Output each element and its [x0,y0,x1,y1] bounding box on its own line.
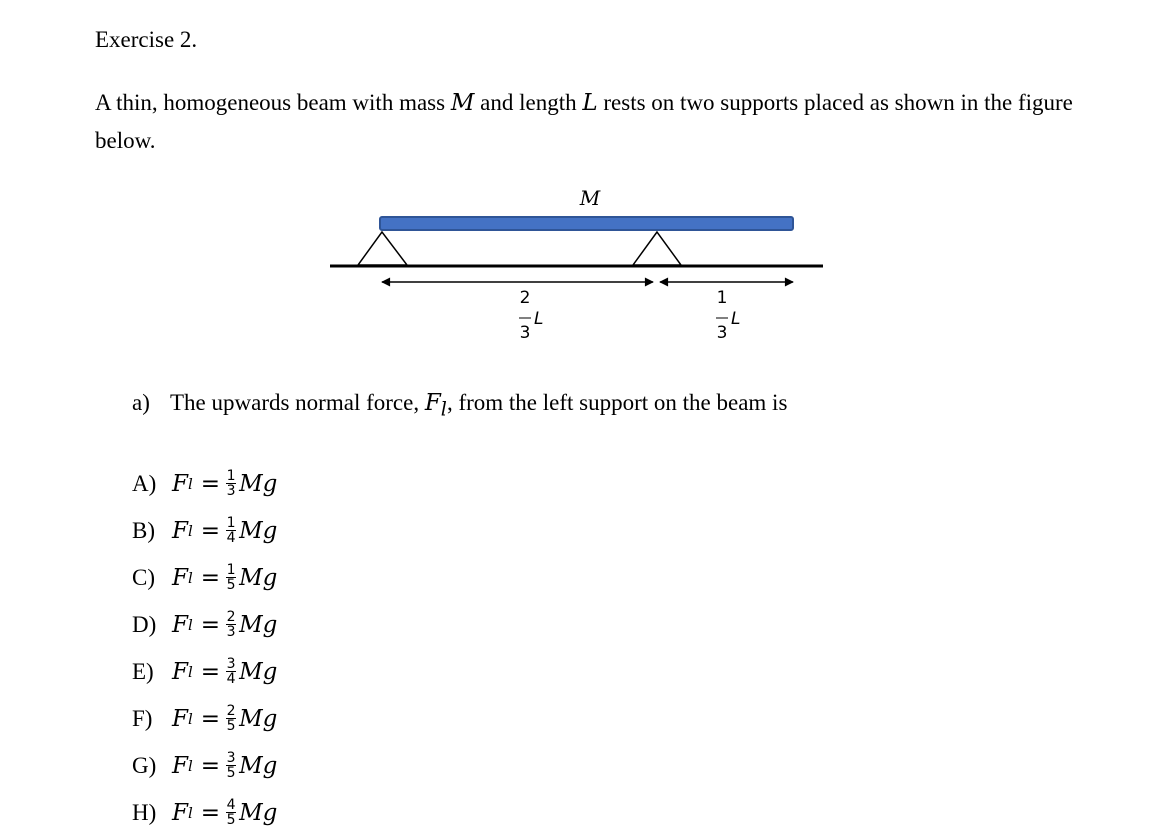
right-span-variable: L [731,309,741,329]
numerator: 3 [226,656,236,672]
numerator: 1 [226,515,236,531]
choice-letter: E) [132,658,154,684]
fraction [226,704,236,733]
denominator: 4 [226,530,236,546]
mass-gravity-term: Mg [239,611,278,638]
denominator: 5 [226,765,236,781]
left-span-variable: L [534,309,544,329]
mass-symbol: M [450,90,475,116]
answer-choice[interactable] [132,507,277,554]
left-span-numerator: 2 [519,288,531,308]
force-subscript: l [440,397,447,421]
force-symbol: F [172,564,188,591]
fraction [226,657,236,686]
fraction [226,469,236,498]
numerator: 2 [226,609,236,625]
fraction [226,751,236,780]
choice-letter: H) [132,799,157,825]
choice-letter: D) [132,611,157,637]
right-span-label [716,288,740,343]
beam-diagram [320,180,840,350]
denominator: 3 [226,483,236,499]
numerator: 4 [226,797,236,813]
force-subscript: l [187,568,193,587]
numerator: 1 [226,562,236,578]
force-subscript: l [187,521,193,540]
left-span-label [519,288,543,343]
intro-text-3: rests on two supports placed as shown in the figure below. [95,90,1073,153]
choice-letter: G) [132,752,157,778]
equals-sign: = [200,611,221,638]
fraction [226,563,236,592]
force-subscript: l [187,803,193,822]
length-symbol: L [582,90,598,116]
answer-choice[interactable] [132,554,277,601]
equals-sign: = [200,799,221,826]
mass-gravity-term: Mg [239,705,278,732]
force-symbol: F [172,517,188,544]
choice-letter: F) [132,705,153,731]
force-symbol: F [172,658,188,685]
mass-gravity-term: Mg [239,470,278,497]
mass-gravity-term: Mg [239,752,278,779]
choice-letter: C) [132,564,155,590]
answer-choice[interactable] [132,460,277,507]
equals-sign: = [200,752,221,779]
force-symbol: F [172,470,188,497]
question-a [132,390,787,421]
force-symbol: F [172,799,188,826]
problem-statement [95,84,1105,159]
mass-gravity-term: Mg [239,799,278,826]
right-span-denominator: 3 [716,323,728,343]
force-subscript: l [187,756,193,775]
right-span-numerator: 1 [716,288,728,308]
equals-sign: = [200,658,221,685]
answer-choice[interactable] [132,789,277,836]
denominator: 4 [226,671,236,687]
exercise-title: Exercise 2. [95,27,198,52]
force-subscript: l [187,709,193,728]
mass-gravity-term: Mg [239,658,278,685]
choice-letter: A) [132,470,157,496]
question-text-after: , from the left support on the beam is [446,390,788,415]
equals-sign: = [200,517,221,544]
denominator: 3 [226,624,236,640]
force-subscript: l [187,662,193,681]
denominator: 5 [226,577,236,593]
right-support [633,232,681,265]
equals-sign: = [200,705,221,732]
answer-choice[interactable] [132,648,277,695]
beam [380,217,793,230]
mass-gravity-term: Mg [239,517,278,544]
force-symbol: F [172,752,188,779]
force-symbol: F [424,390,441,416]
force-subscript: l [187,615,193,634]
choice-letter: B) [132,517,155,543]
intro-text-1: A thin, homogeneous beam with mass [95,90,451,115]
numerator: 1 [226,468,236,484]
denominator: 5 [226,718,236,734]
answer-choice[interactable] [132,695,277,742]
left-span-denominator: 3 [519,323,531,343]
answer-choice[interactable] [132,742,277,789]
numerator: 2 [226,703,236,719]
fraction [226,516,236,545]
answer-choice[interactable] [132,601,277,648]
mass-label: M [579,186,601,210]
force-subscript: l [187,474,193,493]
mass-gravity-term: Mg [239,564,278,591]
question-label: a) [132,390,150,415]
force-symbol: F [172,705,188,732]
equals-sign: = [200,470,221,497]
force-symbol: F [172,611,188,638]
equals-sign: = [200,564,221,591]
intro-text-2: and length [474,90,583,115]
left-support [358,232,407,265]
answer-choices [132,460,277,836]
numerator: 3 [226,750,236,766]
denominator: 5 [226,812,236,828]
fraction [226,610,236,639]
question-text-before: The upwards normal force, [170,390,425,415]
